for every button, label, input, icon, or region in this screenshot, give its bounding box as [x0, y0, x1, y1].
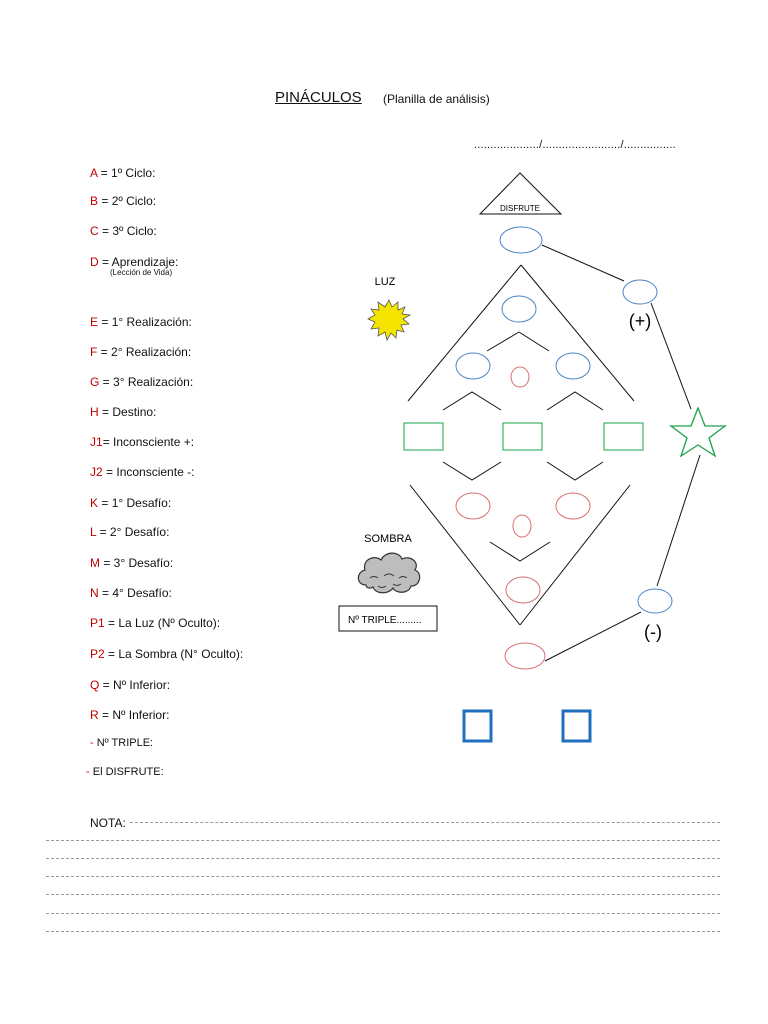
green-box-left[interactable] [404, 423, 443, 450]
item-text: = 2° Realización: [97, 345, 192, 359]
item-text: = La Luz (Nº Oculto): [104, 616, 221, 630]
item-key: N [90, 586, 99, 600]
diamond-edge [410, 485, 520, 625]
item-key: J2 [90, 465, 103, 479]
item-key: F [90, 345, 98, 359]
item-text: = 1º Ciclo: [97, 166, 156, 180]
bottom-ellipse[interactable] [505, 643, 545, 669]
item-text: = 3° Realización: [99, 375, 194, 389]
item-text: = La Sombra (N° Oculto): [104, 647, 244, 661]
center-top-ellipse[interactable] [511, 367, 529, 387]
lower-inner-chevron [490, 542, 550, 561]
item-text: = 2º Ciclo: [98, 194, 157, 208]
top-ellipse[interactable] [500, 227, 542, 253]
item-text: = 1° Desafío: [98, 496, 172, 510]
sombra-label: SOMBRA [364, 533, 412, 545]
item-key: M [90, 556, 100, 570]
diamond-edge [521, 265, 634, 401]
upper-chevron-right [547, 392, 603, 410]
star-icon [671, 408, 725, 456]
item-key: Q [90, 678, 100, 692]
item-key: - [90, 737, 94, 749]
plus-label: (+) [628, 311, 652, 331]
diamond-edge [520, 485, 630, 625]
luz-label: LUZ [374, 276, 396, 288]
disfrute-label: DISFRUTE [500, 204, 540, 213]
triple-box-label: Nº TRIPLE......... [348, 615, 422, 626]
lower-chevron-right [547, 462, 603, 480]
star-connector-bottom [657, 455, 700, 586]
item-key: G [90, 375, 100, 389]
page-title: PINÁCULOS [275, 89, 362, 106]
upper-ellipse[interactable] [502, 296, 536, 322]
aprendizaje-subtitle: (Lección de Vida) [110, 268, 173, 277]
green-box-center[interactable] [503, 423, 542, 450]
blue-square-right[interactable] [563, 711, 590, 741]
lower-left-ellipse[interactable] [456, 493, 490, 519]
lower-chevron-left [443, 462, 501, 480]
item-text: = Aprendizaje: [98, 255, 179, 269]
item-text: = Inconsciente -: [102, 465, 195, 479]
plus-ellipse[interactable] [623, 280, 657, 304]
item-key: A [90, 166, 98, 180]
upper-right-ellipse[interactable] [556, 353, 590, 379]
sun-icon [368, 300, 410, 340]
blue-square-left[interactable] [464, 711, 491, 741]
item-text: = Nº Inferior: [98, 708, 170, 722]
item-text: = 4° Desafío: [98, 586, 172, 600]
inner-line [519, 332, 549, 351]
upper-chevron-left [443, 392, 501, 410]
star-connector-top [651, 303, 691, 409]
date-field[interactable]: ..................../......................../................ [474, 139, 676, 151]
minus-label: (-) [644, 622, 662, 642]
center-bottom-ellipse[interactable] [513, 515, 531, 537]
item-key: B [90, 194, 99, 208]
cloud-icon [358, 553, 419, 593]
item-text: = Nº Inferior: [99, 678, 171, 692]
item-text: = 1° Realización: [98, 315, 192, 329]
item-key: K [90, 496, 99, 510]
item-key: R [90, 708, 99, 722]
item-key: D [90, 255, 99, 269]
lower-ellipse[interactable] [506, 577, 540, 603]
item-text: = 3º Ciclo: [98, 224, 157, 238]
minus-ellipse[interactable] [638, 589, 672, 613]
item-key: H [90, 405, 99, 419]
connector-line [542, 245, 624, 281]
item-key: E [90, 315, 99, 329]
item-text: El DISFRUTE: [89, 766, 164, 778]
green-box-right[interactable] [604, 423, 643, 450]
item-text: = Destino: [98, 405, 157, 419]
inner-line [487, 332, 519, 351]
item-key: P2 [90, 647, 105, 661]
connector-line [545, 612, 641, 661]
diamond-edge [408, 265, 521, 401]
item-text: Nº TRIPLE: [93, 737, 154, 749]
item-text: = Inconsciente +: [102, 435, 195, 449]
item-key: C [90, 224, 99, 238]
nota-label: NOTA: [90, 816, 126, 830]
upper-left-ellipse[interactable] [456, 353, 490, 379]
item-key: - [86, 766, 90, 778]
page-subtitle: (Planilla de análisis) [383, 92, 490, 106]
item-text: = 2° Desafío: [96, 525, 170, 539]
item-key: J1 [90, 435, 103, 449]
item-key: P1 [90, 616, 105, 630]
item-key: L [90, 525, 97, 539]
lower-right-ellipse[interactable] [556, 493, 590, 519]
item-text: = 3° Desafío: [100, 556, 174, 570]
